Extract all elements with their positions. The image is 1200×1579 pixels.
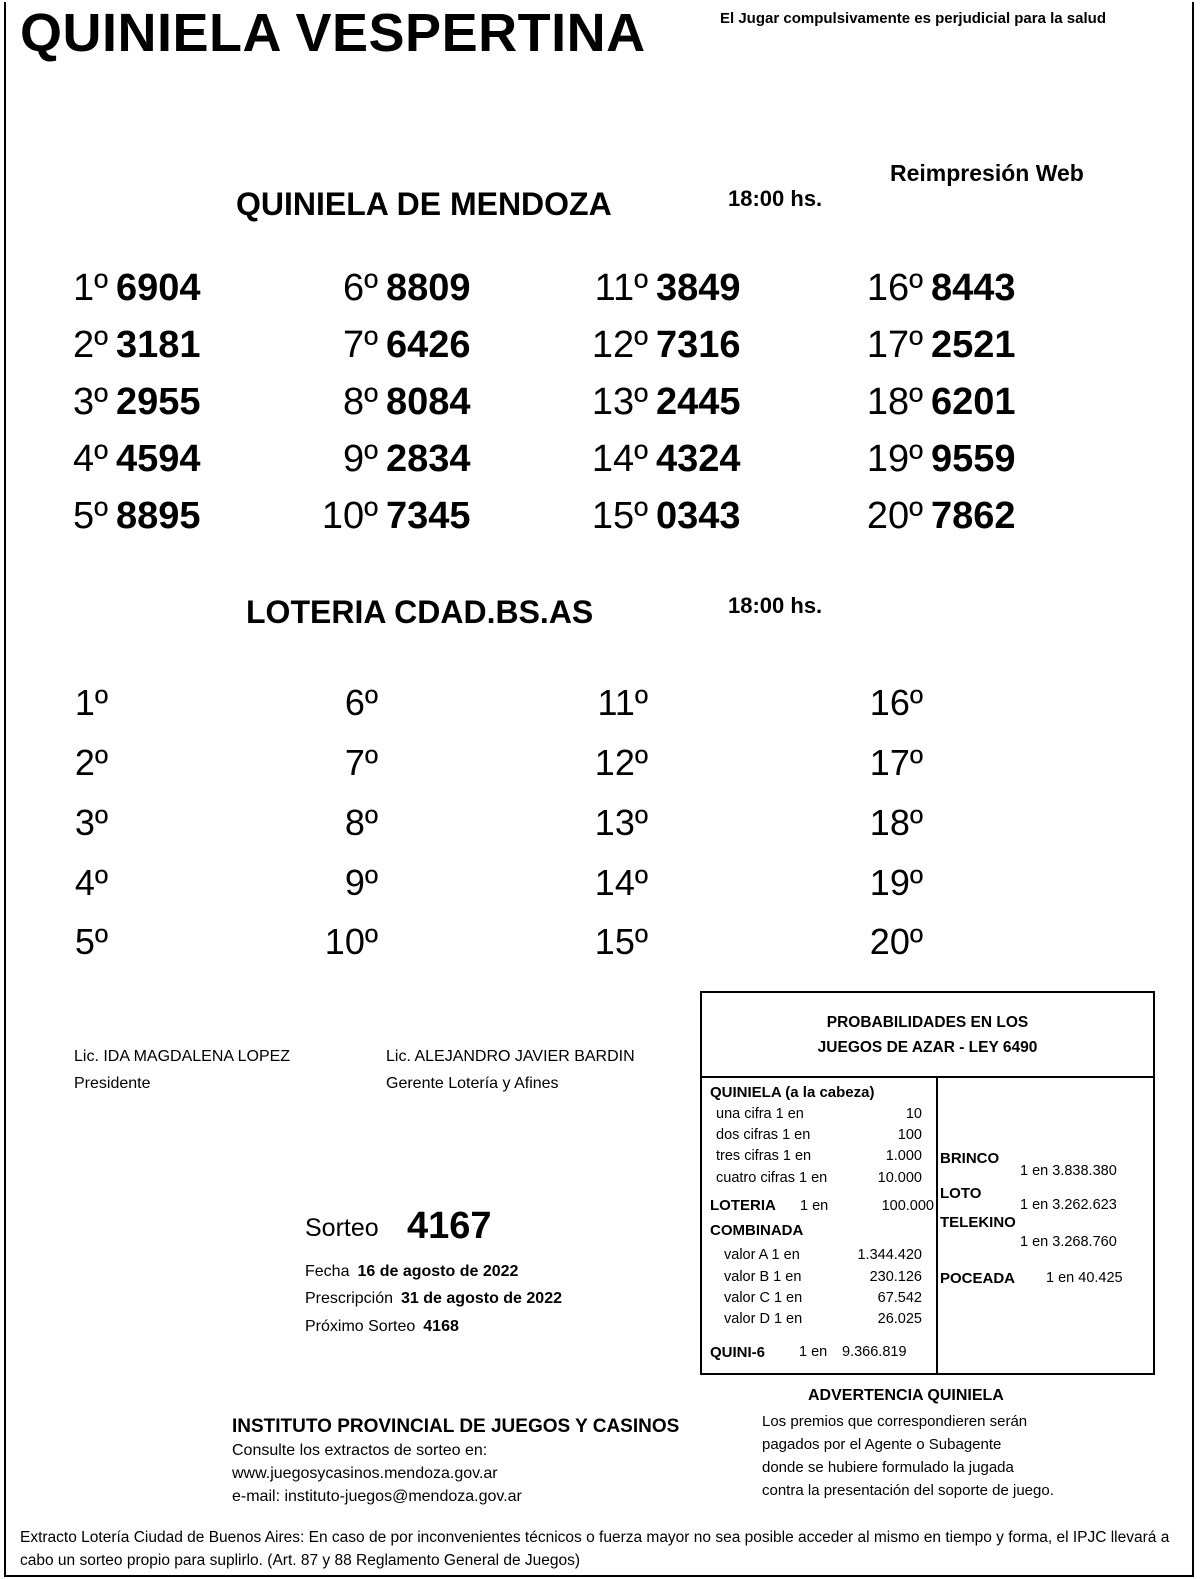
combinada-prob-value: 1.344.420: [857, 1247, 922, 1263]
result-position: 8º: [342, 381, 378, 423]
page-title: QUINIELA VESPERTINA: [20, 3, 646, 63]
result-position: 15º: [591, 495, 648, 537]
proximo-label: Próximo Sorteo: [305, 1318, 416, 1335]
result-position: 7º: [342, 324, 378, 366]
result-position: 3º: [72, 381, 108, 423]
loteria-prob-en: 1 en: [800, 1198, 829, 1214]
combinada-prob-label: valor A 1 en: [724, 1247, 800, 1263]
combinada-prob-label: valor C 1 en: [724, 1290, 803, 1306]
mendoza-result: [320, 381, 471, 424]
loteria-prob-value: 100.000: [881, 1198, 934, 1214]
footer-note: Extracto Lotería Ciudad de Buenos Aires: En caso de por inconvenientes técnicos o fuerza mayor no sea posible acceder al mismo en tiempo y forma, el IPJC llevará a cabo un sorteo propio para suplirlo. (Art. 87 y 88 Reglamento General de Juegos): [20, 1529, 1170, 1569]
result-position: 17º: [869, 742, 923, 783]
combinada-prob-title: COMBINADA: [710, 1222, 804, 1239]
quini6-prob-label: QUINI-6: [710, 1344, 766, 1361]
quiniela-prob-value: 100: [897, 1127, 922, 1143]
result-number: 6201: [931, 381, 1016, 423]
telekino-prob-value: 1 en 3.268.760: [1020, 1234, 1117, 1250]
fecha-label: Fecha: [305, 1263, 350, 1280]
loteria-result: [320, 682, 378, 724]
mendoza-result: [320, 267, 471, 310]
advertencia-line: contra la presentación del soporte de juego.: [762, 1482, 1054, 1499]
combinada-prob-value: 67.542: [877, 1290, 922, 1306]
result-position: 5º: [72, 495, 108, 537]
loteria-result: [50, 742, 108, 784]
mendoza-result: [865, 381, 1016, 424]
loteria-result: [865, 682, 923, 724]
signature-manager: [386, 1043, 635, 1097]
prescripcion-label: Prescripción: [305, 1290, 394, 1307]
result-number: 7862: [931, 495, 1016, 537]
loteria-draw-time: 18:00 hs.: [728, 593, 823, 618]
result-position: 18º: [869, 802, 923, 843]
advertencia-line: pagados por el Agente o Subagente: [762, 1436, 1002, 1453]
loto-prob-value: 1 en 3.262.623: [1020, 1197, 1117, 1213]
poceada-prob-value: 1 en 40.425: [1046, 1270, 1123, 1286]
probabilities-header: [702, 993, 1153, 1078]
loteria-result: [50, 862, 108, 904]
brinco-prob-value: 1 en 3.838.380: [1020, 1163, 1117, 1179]
quiniela-prob-value: 10: [905, 1106, 922, 1122]
result-position: 13º: [594, 802, 648, 843]
loteria-result: [320, 802, 378, 844]
probabilities-title-line2: JUEGOS DE AZAR - LEY 6490: [817, 1039, 1038, 1056]
loteria-result: [590, 742, 648, 784]
result-position: 1º: [72, 267, 108, 309]
result-number: 0343: [656, 495, 741, 537]
mendoza-result: [50, 267, 201, 310]
result-number: 2445: [656, 381, 741, 423]
result-position: 4º: [74, 862, 108, 903]
result-position: 6º: [342, 267, 378, 309]
result-position: 19º: [869, 862, 923, 903]
result-position: 14º: [591, 438, 648, 480]
probabilities-divider: [936, 1078, 938, 1373]
combinada-prob-value: 26.025: [877, 1311, 922, 1327]
result-number: 8084: [386, 381, 471, 423]
result-number: 4324: [656, 438, 741, 480]
result-position: 2º: [72, 324, 108, 366]
health-warning: El Jugar compulsivamente es perjudicial para la salud: [720, 10, 1106, 27]
signature-name: Lic. IDA MAGDALENA LOPEZ: [74, 1048, 291, 1065]
mendoza-draw-time: 18:00 hs.: [728, 186, 823, 211]
quini6-prob-en: 1 en: [799, 1344, 828, 1360]
result-position: 20º: [869, 921, 923, 962]
result-position: 20º: [866, 495, 923, 537]
result-position: 10º: [321, 495, 378, 537]
sorteo-label: Sorteo: [305, 1214, 379, 1242]
mendoza-result: [590, 381, 741, 424]
mendoza-result: [865, 495, 1016, 538]
institute-website-link[interactable]: www.juegosycasinos.mendoza.gov.ar: [232, 1465, 498, 1482]
loteria-prob-label: LOTERIA: [710, 1197, 776, 1214]
result-number: 2521: [931, 324, 1016, 366]
quiniela-prob-label: dos cifras 1 en: [716, 1127, 811, 1143]
fecha-line: [305, 1263, 518, 1281]
result-position: 10º: [324, 921, 378, 962]
result-position: 9º: [342, 438, 378, 480]
mendoza-result: [320, 495, 471, 538]
result-number: 9559: [931, 438, 1016, 480]
result-position: 8º: [344, 802, 378, 843]
result-number: 4594: [116, 438, 201, 480]
loto-prob-label: LOTO: [940, 1185, 982, 1202]
result-position: 15º: [594, 921, 648, 962]
mendoza-result: [590, 438, 741, 481]
result-position: 16º: [866, 267, 923, 309]
combinada-prob-value: 230.126: [869, 1269, 922, 1285]
mendoza-result: [590, 267, 741, 310]
result-position: 13º: [591, 381, 648, 423]
result-number: 8895: [116, 495, 201, 537]
prescripcion-line: [305, 1290, 562, 1308]
signature-role: Presidente: [74, 1075, 151, 1092]
result-number: 6426: [386, 324, 471, 366]
quiniela-prob-title: QUINIELA (a la cabeza): [710, 1084, 875, 1101]
result-position: 2º: [74, 742, 108, 783]
result-number: 3849: [656, 267, 741, 309]
proximo-value: 4168: [423, 1318, 459, 1335]
result-position: 18º: [866, 381, 923, 423]
quini6-prob-value: 9.366.819: [842, 1344, 907, 1360]
loteria-section-title: LOTERIA CDAD.BS.AS: [246, 594, 594, 630]
fecha-value: 16 de agosto de 2022: [357, 1263, 519, 1280]
mendoza-result: [865, 324, 1016, 367]
loteria-result: [865, 742, 923, 784]
mendoza-result: [590, 495, 741, 538]
signature-role: Gerente Lotería y Afines: [386, 1075, 559, 1092]
poceada-prob-label: POCEADA: [940, 1270, 1016, 1287]
result-position: 11º: [597, 682, 648, 723]
result-number: 2834: [386, 438, 471, 480]
quiniela-prob-value: 10.000: [877, 1170, 922, 1186]
mendoza-result: [50, 381, 201, 424]
result-number: 6904: [116, 267, 201, 309]
advertencia-line: donde se hubiere formulado la jugada: [762, 1459, 1014, 1476]
institute-email-link[interactable]: e-mail: instituto-juegos@mendoza.gov.ar: [232, 1488, 522, 1505]
advertencia-title: ADVERTENCIA QUINIELA: [808, 1387, 1004, 1404]
mendoza-result: [865, 438, 1016, 481]
loteria-result: [50, 682, 108, 724]
institute-line: Consulte los extractos de sorteo en:: [232, 1442, 488, 1459]
loteria-result: [50, 802, 108, 844]
result-position: 17º: [866, 324, 923, 366]
result-position: 19º: [866, 438, 923, 480]
telekino-prob-label: TELEKINO: [940, 1214, 1016, 1231]
loteria-result: [865, 921, 923, 963]
result-position: 11º: [594, 267, 648, 309]
result-position: 4º: [72, 438, 108, 480]
combinada-prob-label: valor B 1 en: [724, 1269, 802, 1285]
quiniela-prob-label: cuatro cifras 1 en: [716, 1170, 828, 1186]
result-position: 1º: [74, 682, 108, 723]
signature-name: Lic. ALEJANDRO JAVIER BARDIN: [386, 1048, 635, 1065]
result-position: 9º: [344, 862, 378, 903]
quiniela-prob-value: 1.000: [885, 1148, 922, 1164]
sorteo-number: 4167: [407, 1205, 492, 1247]
loteria-result: [865, 862, 923, 904]
loteria-result: [590, 862, 648, 904]
result-number: 3181: [116, 324, 201, 366]
mendoza-result: [50, 438, 201, 481]
signature-president: [74, 1043, 290, 1097]
proximo-line: [305, 1318, 459, 1336]
result-number: 7316: [656, 324, 741, 366]
loteria-result: [590, 802, 648, 844]
loteria-result: [320, 742, 378, 784]
loteria-result: [590, 921, 648, 963]
mendoza-result: [590, 324, 741, 367]
result-number: 2955: [116, 381, 201, 423]
result-position: 12º: [591, 324, 648, 366]
mendoza-result: [50, 495, 201, 538]
mendoza-result: [865, 267, 1016, 310]
institute-name: INSTITUTO PROVINCIAL DE JUEGOS Y CASINOS: [232, 1416, 680, 1437]
loteria-result: [50, 921, 108, 963]
quiniela-prob-label: tres cifras 1 en: [716, 1148, 812, 1164]
reprint-label: Reimpresión Web: [890, 160, 1084, 186]
result-number: 7345: [386, 495, 471, 537]
result-position: 5º: [74, 921, 108, 962]
probabilities-box: [700, 991, 1155, 1375]
combinada-prob-label: valor D 1 en: [724, 1311, 803, 1327]
result-position: 3º: [74, 802, 108, 843]
result-number: 8809: [386, 267, 471, 309]
mendoza-result: [320, 324, 471, 367]
result-position: 7º: [344, 742, 378, 783]
mendoza-section-title: QUINIELA DE MENDOZA: [236, 186, 612, 222]
loteria-result: [320, 862, 378, 904]
result-position: 12º: [594, 742, 648, 783]
result-position: 6º: [344, 682, 378, 723]
loteria-result: [590, 682, 648, 724]
advertencia-line: Los premios que correspondieren serán: [762, 1413, 1028, 1430]
loteria-result: [865, 802, 923, 844]
brinco-prob-label: BRINCO: [940, 1150, 1000, 1167]
probabilities-title-line1: PROBABILIDADES EN LOS: [826, 1014, 1029, 1031]
mendoza-result: [320, 438, 471, 481]
result-position: 16º: [869, 682, 923, 723]
result-number: 8443: [931, 267, 1016, 309]
mendoza-result: [50, 324, 201, 367]
prescripcion-value: 31 de agosto de 2022: [401, 1290, 562, 1307]
loteria-result: [320, 921, 378, 963]
quiniela-prob-label: una cifra 1 en: [716, 1106, 804, 1122]
result-position: 14º: [594, 862, 648, 903]
